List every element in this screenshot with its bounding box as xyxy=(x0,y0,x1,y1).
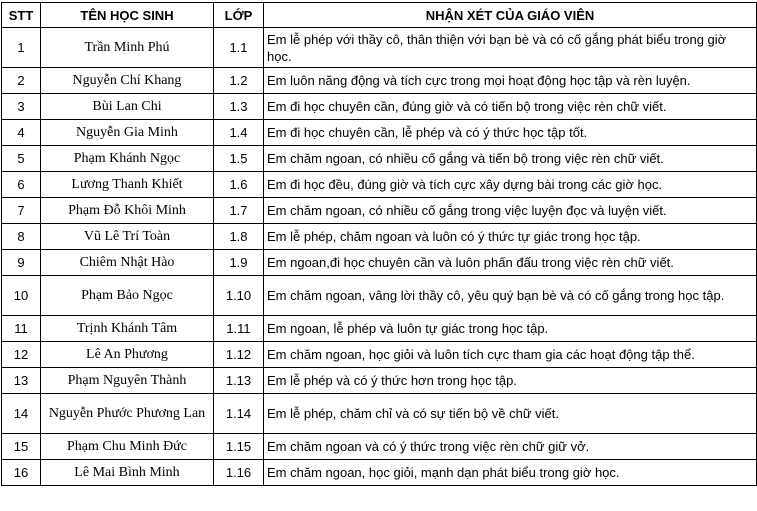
class-cell: 1.12 xyxy=(214,342,264,368)
table-row xyxy=(2,394,757,434)
student-name-cell: Lê Mai Bình Minh xyxy=(41,460,214,486)
class-cell: 1.4 xyxy=(214,120,264,146)
student-name-cell: Trần Minh Phú xyxy=(41,28,214,68)
comment-cell: Em đi học chuyên cần, lễ phép và có ý thức học tập tốt. xyxy=(264,120,757,146)
class-cell: 1.2 xyxy=(214,68,264,94)
header-class: LỚP xyxy=(214,3,264,28)
student-name-cell: Vũ Lê Trí Toàn xyxy=(41,224,214,250)
class-cell: 1.10 xyxy=(214,276,264,316)
stt-cell: 10 xyxy=(2,276,41,316)
stt-cell: 16 xyxy=(2,460,41,486)
stt-cell: 7 xyxy=(2,198,41,224)
header-row xyxy=(2,3,757,28)
student-name-cell: Phạm Khánh Ngọc xyxy=(41,146,214,172)
stt-cell: 11 xyxy=(2,316,41,342)
student-name-cell: Phạm Bảo Ngọc xyxy=(41,276,214,316)
table-row xyxy=(2,434,757,460)
table-row xyxy=(2,460,757,486)
student-name-cell: Trịnh Khánh Tâm xyxy=(41,316,214,342)
class-cell: 1.1 xyxy=(214,28,264,68)
class-cell: 1.8 xyxy=(214,224,264,250)
class-cell: 1.11 xyxy=(214,316,264,342)
stt-cell: 8 xyxy=(2,224,41,250)
table-row xyxy=(2,276,757,316)
student-name-cell: Bùi Lan Chi xyxy=(41,94,214,120)
stt-cell: 15 xyxy=(2,434,41,460)
class-cell: 1.14 xyxy=(214,394,264,434)
table-row xyxy=(2,342,757,368)
stt-cell: 14 xyxy=(2,394,41,434)
comment-cell: Em chăm ngoan, học giỏi và luôn tích cực tham gia các hoạt động tập thể. xyxy=(264,342,757,368)
comment-cell: Em lễ phép, chăm ngoan và luôn có ý thức tự giác trong học tập. xyxy=(264,224,757,250)
student-name-cell: Phạm Đỗ Khôi Minh xyxy=(41,198,214,224)
stt-cell: 3 xyxy=(2,94,41,120)
comment-cell: Em đi học chuyên cần, đúng giờ và có tiến bộ trong việc rèn chữ viết. xyxy=(264,94,757,120)
stt-cell: 13 xyxy=(2,368,41,394)
header-stt: STT xyxy=(2,3,41,28)
header-teacher-comment: NHẬN XÉT CỦA GIÁO VIÊN xyxy=(264,3,757,28)
comment-cell: Em luôn năng động và tích cực trong mọi hoạt động học tập và rèn luyện. xyxy=(264,68,757,94)
class-cell: 1.13 xyxy=(214,368,264,394)
table-row xyxy=(2,224,757,250)
stt-cell: 12 xyxy=(2,342,41,368)
comment-cell: Em lễ phép, chăm chỉ và có sự tiến bộ về chữ viết. xyxy=(264,394,757,434)
student-name-cell: Nguyễn Chí Khang xyxy=(41,68,214,94)
class-cell: 1.5 xyxy=(214,146,264,172)
stt-cell: 6 xyxy=(2,172,41,198)
stt-cell: 2 xyxy=(2,68,41,94)
student-name-cell: Phạm Chu Minh Đức xyxy=(41,434,214,460)
comment-cell: Em lễ phép và có ý thức hơn trong học tập. xyxy=(264,368,757,394)
class-cell: 1.16 xyxy=(214,460,264,486)
stt-cell: 9 xyxy=(2,250,41,276)
table-row xyxy=(2,250,757,276)
student-name-cell: Phạm Nguyên Thành xyxy=(41,368,214,394)
table-row xyxy=(2,68,757,94)
comment-cell: Em chăm ngoan, có nhiều cố gắng và tiến bộ trong việc rèn chữ viết. xyxy=(264,146,757,172)
class-cell: 1.15 xyxy=(214,434,264,460)
comment-cell: Em chăm ngoan và có ý thức trong việc rèn chữ giữ vở. xyxy=(264,434,757,460)
table-row xyxy=(2,198,757,224)
table-row xyxy=(2,120,757,146)
comment-cell: Em ngoan,đi học chuyên cần và luôn phấn đấu trong việc rèn chữ viết. xyxy=(264,250,757,276)
comment-cell: Em chăm ngoan, có nhiều cố gắng trong việc luyện đọc và luyện viết. xyxy=(264,198,757,224)
student-name-cell: Lương Thanh Khiết xyxy=(41,172,214,198)
comment-cell: Em lễ phép với thầy cô, thân thiện với bạn bè và có cố gắng phát biểu trong giờ học. xyxy=(264,28,757,68)
student-name-cell: Chiêm Nhật Hào xyxy=(41,250,214,276)
header-student-name: TÊN HỌC SINH xyxy=(41,3,214,28)
class-cell: 1.7 xyxy=(214,198,264,224)
class-cell: 1.9 xyxy=(214,250,264,276)
comment-cell: Em chăm ngoan, học giỏi, mạnh dạn phát biểu trong giờ học. xyxy=(264,460,757,486)
comment-cell: Em ngoan, lễ phép và luôn tự giác trong học tập. xyxy=(264,316,757,342)
table-row xyxy=(2,172,757,198)
stt-cell: 1 xyxy=(2,28,41,68)
table-row xyxy=(2,28,757,68)
student-comments-table xyxy=(1,2,757,486)
stt-cell: 4 xyxy=(2,120,41,146)
class-cell: 1.6 xyxy=(214,172,264,198)
student-name-cell: Lê An Phương xyxy=(41,342,214,368)
stt-cell: 5 xyxy=(2,146,41,172)
table-row xyxy=(2,94,757,120)
comment-cell: Em đi học đều, đúng giờ và tích cực xây dựng bài trong các giờ học. xyxy=(264,172,757,198)
student-name-cell: Nguyễn Phước Phương Lan xyxy=(41,394,214,434)
table-row xyxy=(2,316,757,342)
table-row xyxy=(2,146,757,172)
class-cell: 1.3 xyxy=(214,94,264,120)
comment-cell: Em chăm ngoan, vâng lời thầy cô, yêu quý bạn bè và có cố gắng trong học tập. xyxy=(264,276,757,316)
student-name-cell: Nguyễn Gia Minh xyxy=(41,120,214,146)
table-row xyxy=(2,368,757,394)
